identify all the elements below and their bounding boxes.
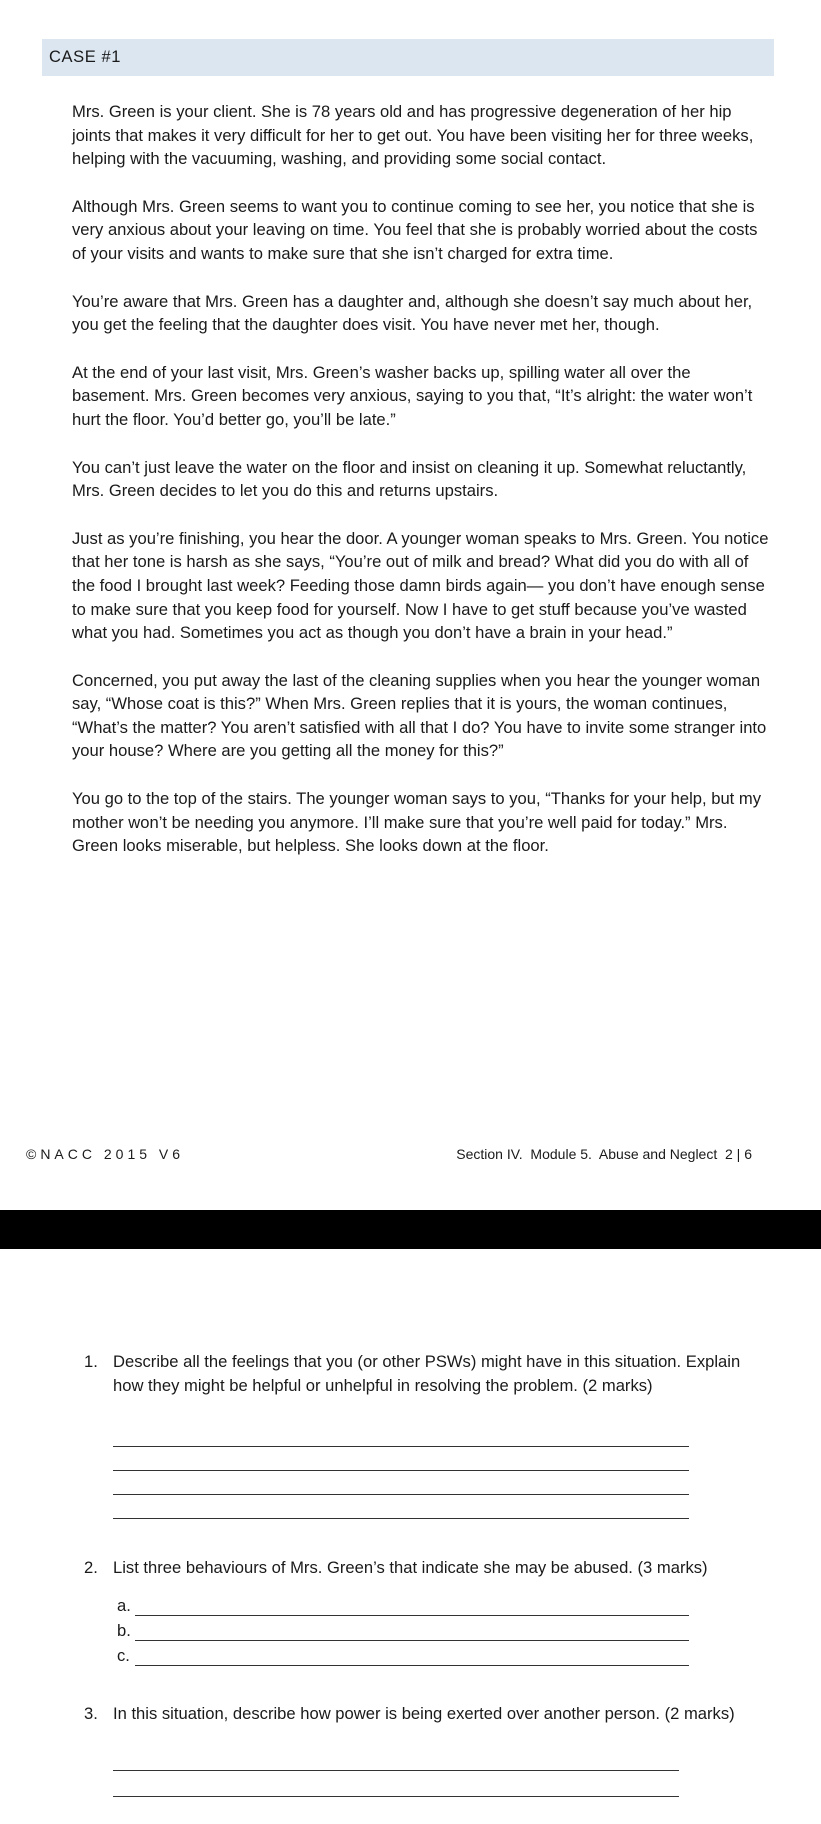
question-2-text: List three behaviours of Mrs. Green’s that indicate she may be abused. (3 marks) [113, 1558, 708, 1578]
case-title: CASE #1 [42, 39, 774, 76]
answer-line[interactable] [113, 1447, 689, 1471]
case-paragraph-7: Concerned, you put away the last of the cleaning supplies when you hear the younger woman say, “Whose coat is this?” When Mrs. Green replies that it is yours, the woman continues, “What’s the matter? You aren’t satisfied with all that I do? You have to invite some stranger into your house? Where are you getting all the money for this?” [72, 670, 767, 761]
question-1 [84, 1350, 774, 1397]
answer-item-label: a. [117, 1595, 131, 1615]
answer-line[interactable] [113, 1495, 689, 1519]
question-3-text: In this situation, describe how power is being exerted over another person. (2 marks) [113, 1703, 735, 1723]
answer-item-label: b. [117, 1620, 131, 1640]
answer-line[interactable] [113, 1745, 679, 1771]
question-2-number: 2. [84, 1558, 98, 1578]
question-3 [84, 1702, 774, 1726]
question-1-number: 1. [84, 1352, 98, 1371]
question-1-text: Describe all the feelings that you (or other PSWs) might have in this situation. Explain how they might be helpful or unhelpful in resolving the problem. (2 marks) [113, 1352, 741, 1395]
case-paragraph-8: You go to the top of the stairs. The younger woman says to you, “Thanks for your help, but my mother won’t be needing you anymore. I’ll make sure that you’re well paid for today.” Mrs. Green looks miserable, but helpless. She looks down at the floor. [72, 789, 762, 856]
answer-line[interactable] [113, 1471, 689, 1495]
question-3-number: 3. [84, 1703, 98, 1723]
question-2-answer-area [117, 1591, 689, 1666]
answer-item-label: c. [117, 1645, 130, 1665]
answer-line[interactable] [113, 1771, 679, 1797]
page-separator [0, 1210, 821, 1249]
case-paragraph-5: You can’t just leave the water on the floor and insist on cleaning it up. Somewhat reluctantly, Mrs. Green decides to let you do this and returns upstairs. [72, 457, 747, 501]
question-2 [84, 1556, 774, 1580]
answer-line[interactable] [135, 1623, 689, 1641]
answer-item-c[interactable] [117, 1641, 689, 1666]
answer-line[interactable] [113, 1431, 689, 1447]
question-1-answer-area[interactable] [113, 1431, 689, 1519]
answer-line[interactable] [135, 1598, 689, 1616]
answer-line[interactable] [135, 1648, 689, 1666]
case-paragraph-1: Mrs. Green is your client. She is 78 years old and has progressive degeneration of her hip joints that makes it very difficult for her to get out. You have been visiting her for three weeks, helping with the vacuuming, washing, and providing some social contact. [72, 102, 754, 169]
case-paragraph-3: You’re aware that Mrs. Green has a daughter and, although she doesn’t say much about her, you get the feeling that the daughter does visit. You have never met her, though. [72, 291, 753, 335]
footer-copyright: ©NACC 2015 V6 [26, 1146, 185, 1162]
question-list [84, 1350, 774, 1797]
case-paragraph-4: At the end of your last visit, Mrs. Green’s washer backs up, spilling water all over the basement. Mrs. Green becomes very anxious, saying to you that, “It’s alright: the water won’t hurt the floor. You’d better go, you’ll be late.” [72, 362, 753, 429]
answer-item-b[interactable] [117, 1616, 689, 1641]
case-paragraph-6: Just as you’re finishing, you hear the door. A younger woman speaks to Mrs. Green. You notice that her tone is harsh as she says, “You’re out of milk and bread? What did you do with all of the food I brought last week? Feeding those damn birds again— you don’t have enough sense to make sure that you keep food for yourself. Now I have to get stuff because you’ve wasted what you had. Sometimes you act as though you don’t have a brain in your head.” [72, 528, 769, 643]
answer-item-a[interactable] [117, 1591, 689, 1616]
question-3-answer-area[interactable] [113, 1745, 679, 1797]
case-paragraph-2: Although Mrs. Green seems to want you to continue coming to see her, you notice that she is very anxious about your leaving on time. You feel that she is probably worried about the costs of your visits and wants to make sure that she isn’t charged for extra time. [72, 196, 758, 263]
case-description [72, 100, 772, 882]
footer-section-page: Section IV. Module 5. Abuse and Neglect 2 | 6 [456, 1146, 752, 1162]
